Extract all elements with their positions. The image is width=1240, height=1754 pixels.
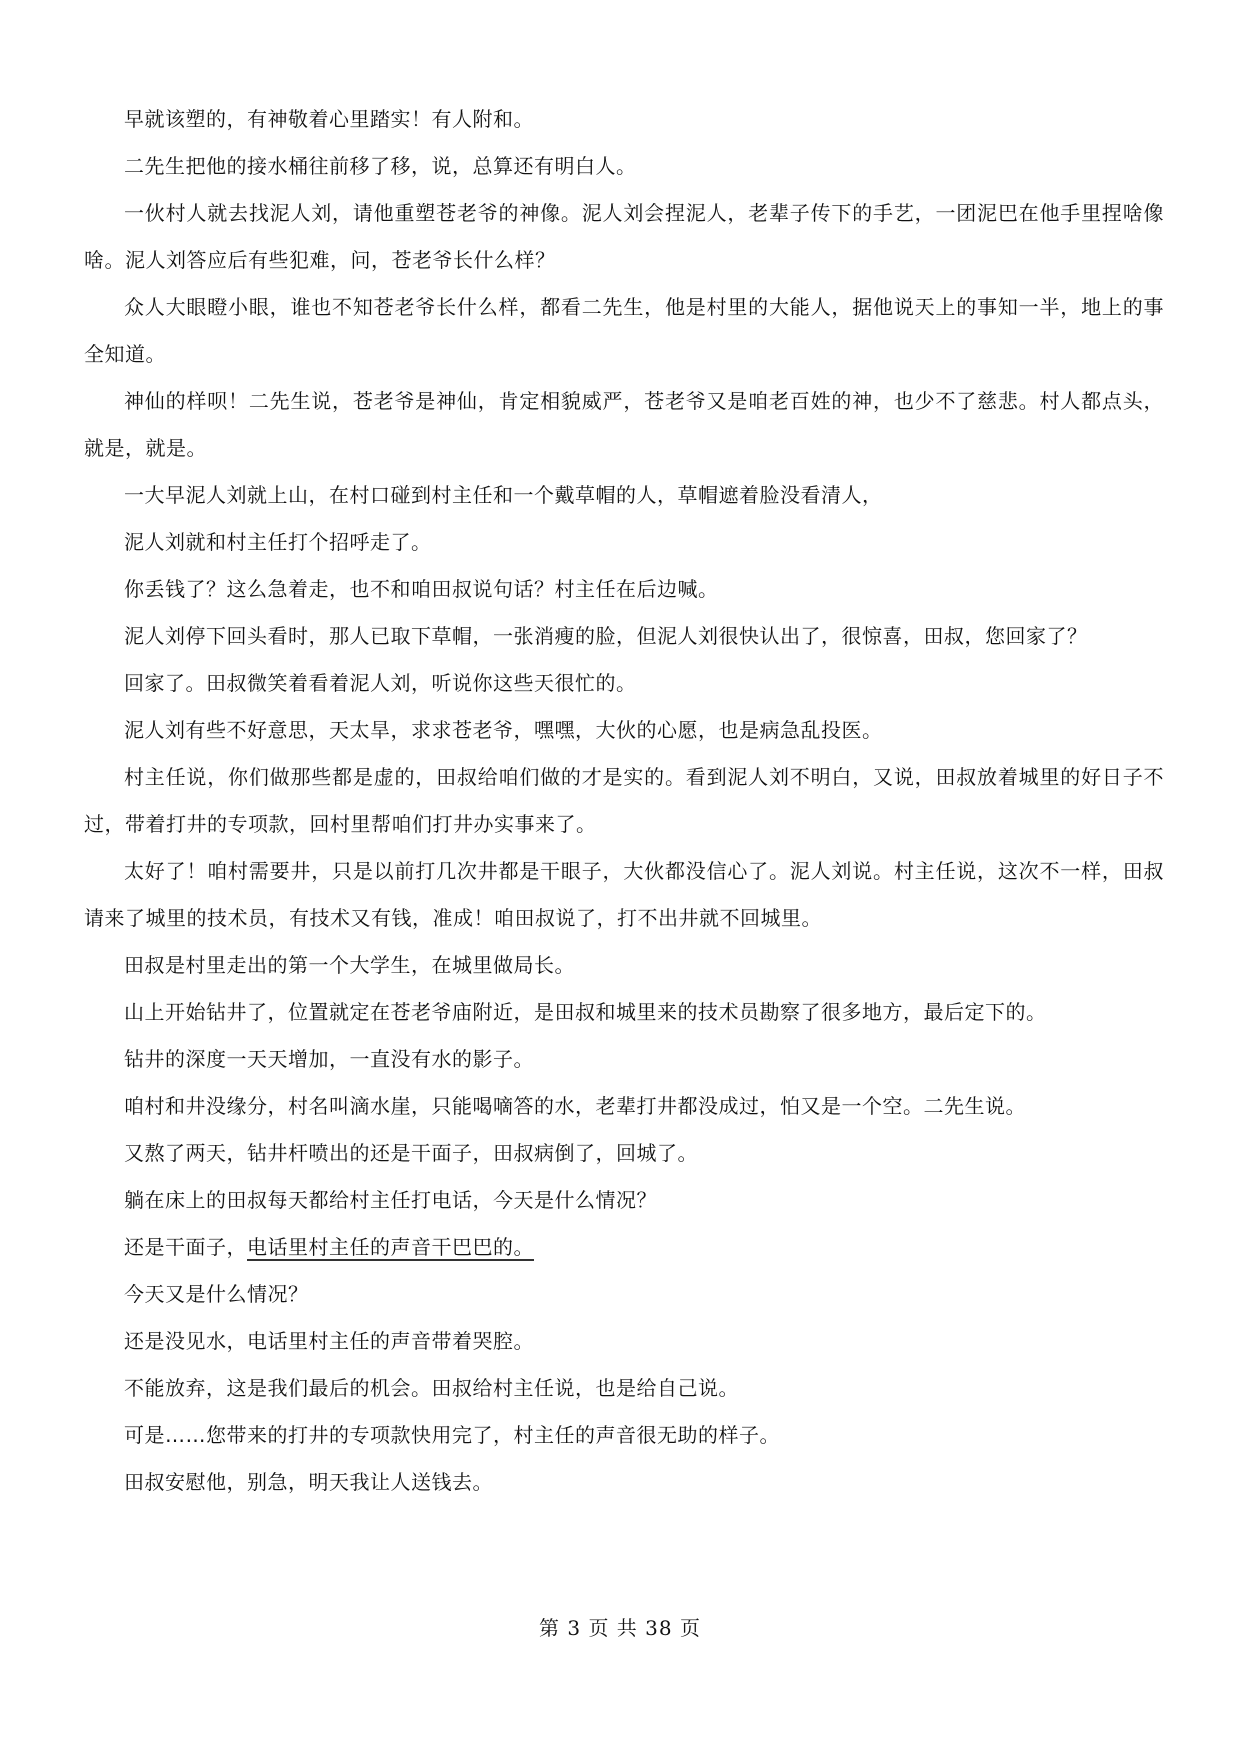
paragraph: 躺在床上的田叔每天都给村主任打电话，今天是什么情况？ (124, 1188, 657, 1212)
paragraph-text: 还是干面子， (124, 1235, 247, 1259)
paragraph: 山上开始钻井了，位置就定在苍老爷庙附近，是田叔和城里来的技术员勘察了很多地方，最后定下的。 (124, 1000, 1047, 1024)
paragraph: 一大早泥人刘就上山，在村口碰到村主任和一个戴草帽的人，草帽遮着脸没看清人， (124, 483, 883, 507)
paragraph: 钻井的深度一天天增加，一直没有水的影子。 (124, 1047, 534, 1071)
paragraph: 泥人刘就和村主任打个招呼走了。 (124, 530, 432, 554)
paragraph: 又熬了两天，钻井杆喷出的还是干面子，田叔病倒了，回城了。 (124, 1141, 698, 1165)
paragraph: 今天又是什么情况？ (124, 1282, 309, 1306)
paragraph: 神仙的样呗！二先生说，苍老爷是神仙，肯定相貌威严，苍老爷又是咱老百姓的神，也少不了慈悲。村人都点头，就是，就是。 (84, 389, 1164, 460)
page-number-footer: 第 3 页 共 38 页 (539, 1616, 701, 1640)
paragraph: 回家了。田叔微笑着看着泥人刘，听说你这些天很忙的。 (124, 671, 637, 695)
paragraph: 太好了！咱村需要井，只是以前打几次井都是干眼子，大伙都没信心了。泥人刘说。村主任说，这次不一样，田叔请来了城里的技术员，有技术又有钱，准成！咱田叔说了，打不出井就不回城里。 (84, 859, 1164, 930)
paragraph: 不能放弃，这是我们最后的机会。田叔给村主任说，也是给自己说。 (124, 1376, 739, 1400)
paragraph: 早就该塑的，有神敬着心里踏实！有人附和。 (124, 107, 534, 131)
paragraph: 村主任说，你们做那些都是虚的，田叔给咱们做的才是实的。看到泥人刘不明白，又说，田叔放着城里的好日子不过，带着打井的专项款，回村里帮咱们打井办实事来了。 (84, 765, 1164, 836)
document-page (84, 96, 1164, 1506)
paragraph: 众人大眼瞪小眼，谁也不知苍老爷长什么样，都看二先生，他是村里的大能人，据他说天上的事知一半，地上的事全知道。 (84, 295, 1164, 366)
paragraph: 泥人刘有些不好意思，天太旱，求求苍老爷，嘿嘿，大伙的心愿，也是病急乱投医。 (124, 718, 883, 742)
underlined-text: 电话里村主任的声音干巴巴的。 (247, 1235, 534, 1259)
paragraph: 田叔是村里走出的第一个大学生，在城里做局长。 (124, 953, 575, 977)
underlined-paragraph (84, 1224, 1164, 1271)
paragraph: 二先生把他的接水桶往前移了移，说，总算还有明白人。 (124, 154, 637, 178)
paragraph: 一伙村人就去找泥人刘，请他重塑苍老爷的神像。泥人刘会捏泥人，老辈子传下的手艺，一团泥巴在他手里捏啥像啥。泥人刘答应后有些犯难，问，苍老爷长什么样？ (84, 201, 1164, 272)
paragraph: 还是没见水，电话里村主任的声音带着哭腔。 (124, 1329, 534, 1353)
paragraph: 田叔安慰他，别急，明天我让人送钱去。 (124, 1470, 493, 1494)
paragraph: 咱村和井没缘分，村名叫滴水崖，只能喝嘀答的水，老辈打井都没成过，怕又是一个空。二先生说。 (124, 1094, 1026, 1118)
paragraph: 泥人刘停下回头看时，那人已取下草帽，一张消瘦的脸，但泥人刘很快认出了，很惊喜，田叔，您回家了？ (124, 624, 1088, 648)
paragraph: 你丢钱了？这么急着走，也不和咱田叔说句话？村主任在后边喊。 (124, 577, 719, 601)
paragraph: 可是……您带来的打井的专项款快用完了，村主任的声音很无助的样子。 (124, 1423, 780, 1447)
